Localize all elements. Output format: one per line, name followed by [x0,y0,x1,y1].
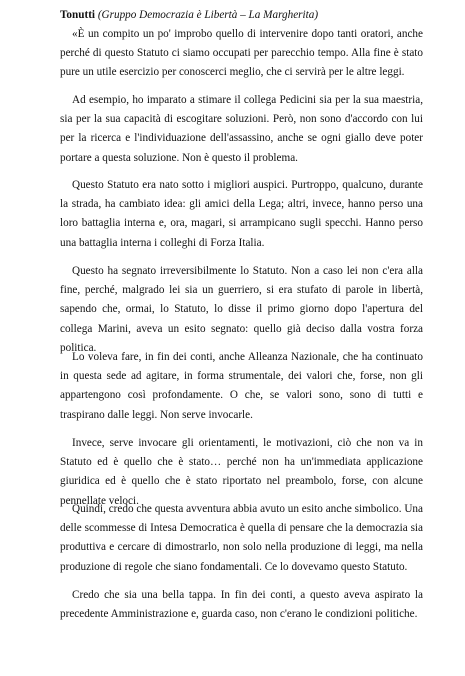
speaker-affiliation: (Gruppo Democrazia è Libertà – La Margherita) [97,9,319,21]
paragraph: Quindi, credo che questa avventura abbia avuto un esito anche simbolico. Una delle scommesse di Intesa Democratica è quella di pensare che la democrazia sia produttiva e cercare di dimostrarlo, non solo nella produzione di leggi, ma nella produzione di regole che siano fondamentali. Ce lo dovevamo questo Statuto. [60,503,423,573]
speaker-name: Tonutti [60,9,96,21]
paragraph: Questo Statuto era nato sotto i migliori auspici. Purtroppo, qualcuno, durante la strada, ha cambiato idea: gli amici della Lega; altri, invece, hanno perso una loro battaglia interna e, ora, magari, si arrampicano sugli specchi. Hanno perso una battaglia interna i colleghi di Forza Italia. [60,179,423,249]
paragraph: «È un compito un po' improbo quello di intervenire dopo tanti oratori, anche perché di questo Statuto ci siamo occupati per parecchio tempo. Alla fine è stato pure un utile esercizio per conoscerci meglio, che ci servirà per le altre leggi. [60,28,423,79]
paragraph: Questo ha segnato irreversibilmente lo Statuto. Non a caso lei non c'era alla fine, perché, malgrado lei sia un guerriero, si era stufato di parole in libertà, sapendo che, ormai, lo Statuto, lo disse il primo giorno dopo l'apertura del collega Marini, aveva un esito segnato: quello già deciso dalla vostra forza politica. [60,265,423,354]
paragraph: Lo voleva fare, in fin dei conti, anche Alleanza Nazionale, che ha continuato in questa sede ad agitare, in forma strumentale, dei valori che, forse, non gli appartengono così profondamente. O che, se valori sono, sono di tutti e traspirano dalle leggi. Non serve invocarle. [60,351,423,421]
paragraph: Ad esempio, ho imparato a stimare il collega Pedicini sia per la sua maestria, sia per la sua capacità di escogitare soluzioni. Però, non sono d'accordo con lui per la ricerca e l'individuazione dell'assassino, anche se ogni giallo deve poter portare a questa soluzione. Non è questo il problema. [60,94,423,164]
paragraph: Invece, serve invocare gli orientamenti, le motivazioni, ciò che non va in Statuto ed è quello che è stato… perché non ha un'immediata applicazione giuridica ed è quello che è stato riportato nel preambolo, forse, con alcune pennellate veloci. [60,437,423,507]
paragraph: Credo che sia una bella tappa. In fin dei conti, a questo aveva aspirato la precedente Amministrazione e, guarda caso, non c'erano le condizioni politiche. [60,589,423,621]
speaker-header [60,6,430,25]
